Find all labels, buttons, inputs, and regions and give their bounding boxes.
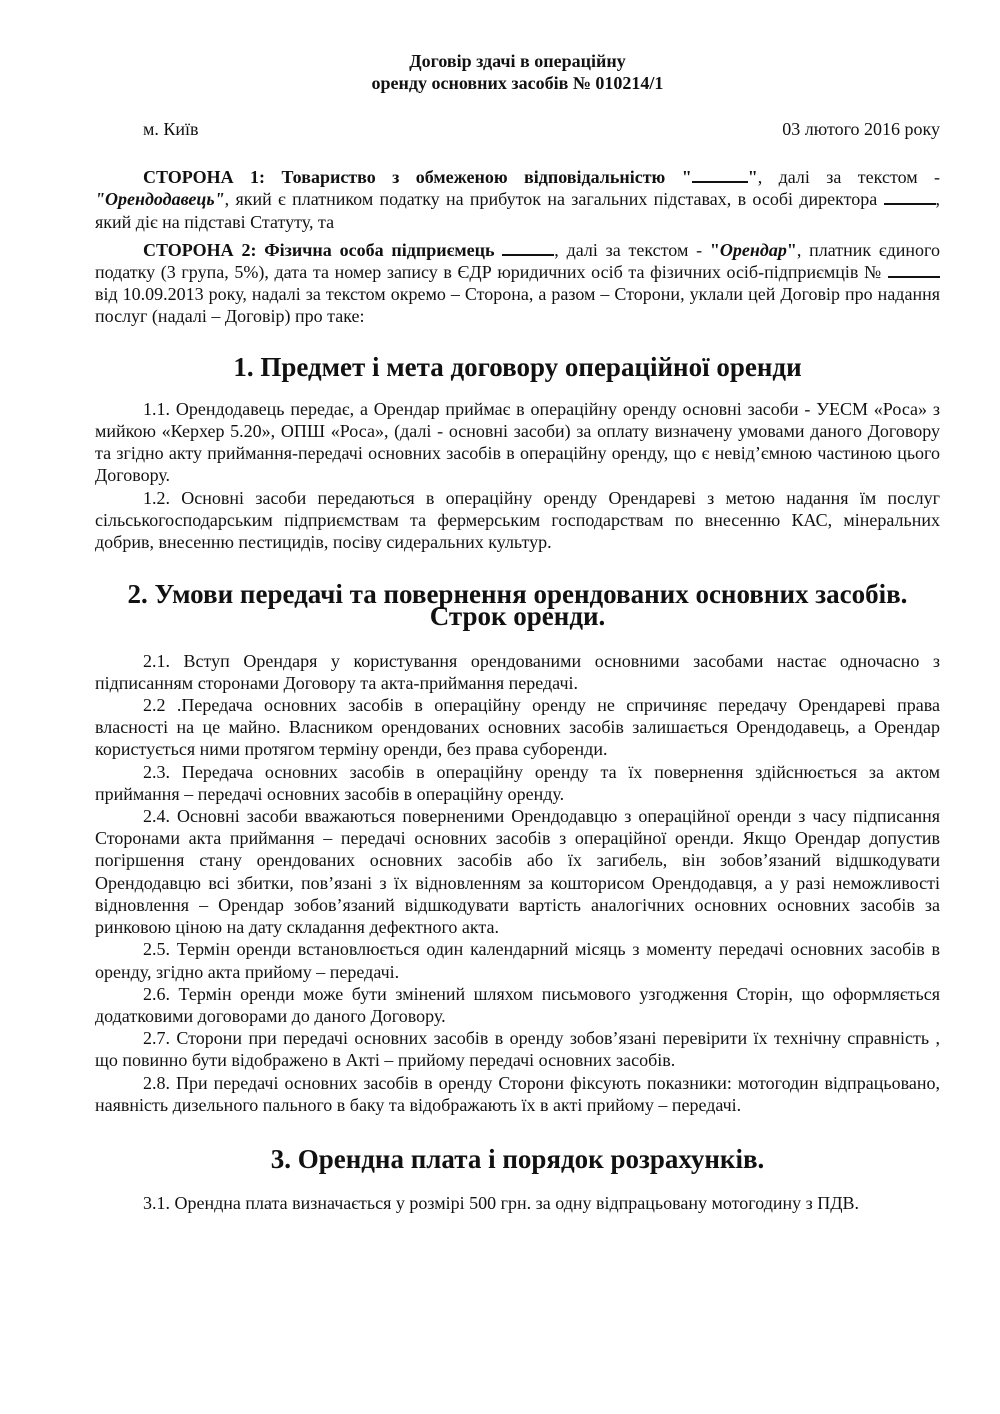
clause-2-4: 2.4. Основні засоби вважаються поверненими Орендодавцю з операційної оренди з часу підписання Сторонами акта приймання – передачі основних засобів з операційної оренди. Якщо Орендар допустив погіршення стану орендованих основних засобів або їх загибель, він зобов’язаний відшкодувати Орендодавцю всі збитки, пов’язані з їх відновленням за кошторисом Орендодавця, а у разі неможливості відновлення – Орендар зобов’язаний відшкодувати вартість аналогічних основних основних засобів за ринковою ціною на дату складання дефектного акта. (95, 806, 940, 938)
registry-number-blank (888, 262, 940, 278)
clause-2-2: 2.2 .Передача основних засобів в операційну оренду не спричиняє передачу Орендареві права власності на це майно. Власником орендованих основних засобів залишається Орендодавець, а Орендар користується ними протягом терміну оренди, без права суборенди. (95, 695, 940, 760)
section-2-heading: 2. Умови передачі та повернення орендованих основних засобів. Строк оренди. (127, 579, 908, 632)
party-2-text-3: від 10.09.2013 року, надалі за текстом окремо – Сторона, а разом – Сторони, уклали цей Договір про надання послуг (надалі – Договір) про таке: (95, 284, 940, 327)
party-2-role: Орендар (719, 239, 787, 260)
section-1-heading: 1. Предмет і мета договору операційної оренди (233, 351, 802, 382)
party-1-name-blank (692, 167, 748, 183)
clause-2-8: 2.8. При передачі основних засобів в оренду Сторони фіксують показники: мотогодин відпрацьовано, наявність дизельного пального в баку та відображають їх в акті прийому – передачі. (95, 1072, 940, 1115)
party-1-role: "Орендодавець" (95, 189, 225, 210)
document-title-line-2: оренду основних засобів № 010214/1 (371, 73, 664, 93)
clause-2-1: 2.1. Вступ Орендаря у користування орендованими основними засобами настає одночасно з підписанням сторонами Договору та акта-приймання передачі. (95, 650, 940, 693)
clause-2-7: 2.7. Сторони при передачі основних засобів в оренду зобов’язані перевірити їх технічну справність , що повинно бути відображено в Акті – прийому передачі основних засобів. (95, 1028, 940, 1071)
clause-2-3: 2.3. Передача основних засобів в операційну оренду та їх повернення здійснюється за актом приймання – передачі основних засобів в операційну оренду. (95, 761, 940, 804)
place-date-row (95, 118, 940, 140)
section-3-heading: 3. Орендна плата і порядок розрахунків. (270, 1143, 765, 1174)
party-1-paragraph (95, 166, 940, 233)
place: м. Київ (143, 119, 199, 139)
party-1-text-2: , який є платником податку на прибуток на загальних підставах, в особі директора (224, 189, 884, 210)
party-2-quote-close: " (786, 239, 797, 260)
party-2-quote-open: " (709, 239, 720, 260)
clause-3-1: 3.1. Орендна плата визначається у розмірі 500 грн. за одну відпрацьовану мотогодину з ПДВ. (143, 1193, 860, 1214)
director-name-blank (884, 189, 936, 205)
party-1-label: СТОРОНА 1: (143, 167, 266, 188)
party-2-text-1: , далі за текстом - (554, 239, 710, 260)
clause-2-5: 2.5. Термін оренди встановлюється один календарний місяць з моменту передачі основних засобів в оренду, згідно акта прийому – передачі. (95, 939, 940, 982)
party-2-label: СТОРОНА 2: (143, 239, 257, 260)
party-2-paragraph (95, 239, 940, 328)
party-2-text-2: , платник єдиного податку (3 група, 5%), дата та номер запису в ЄДР юридичних осіб та фізичних осіб-підприємців № (95, 239, 940, 283)
contract-page (95, 50, 940, 1214)
clause-1-2: 1.2. Основні засоби передаються в операційну оренду Орендареві з метою надання їм послуг сільськогосподарським підприємствам та фермерським господарствам по внесенню КАС, мінеральних добрив, внесенню пестицидів, посіву сидеральних культур. (95, 487, 940, 553)
party-1-text-3: , який діє на підставі Статуту, та (95, 189, 940, 232)
party-1-entity: Товариство з обмеженою відповідальністю " (281, 167, 692, 188)
party-2-name-blank (502, 240, 554, 256)
party-2-entity: Фізична особа підприємець (264, 239, 503, 260)
clause-1-1: 1.1. Орендодавець передає, а Орендар приймає в операційну оренду основні засоби - УЕСМ «Роса» з мийкою «Керхер 5.20», ОПШ «Роса», (далі - основні засоби) за оплату визначену умовами даного Договору та згідно акту приймання-передачі основних засобів в операційну оренду, що є невід’ємною частиною цього Договору. (95, 398, 940, 486)
date: 03 лютого 2016 року (782, 119, 940, 139)
party-1-text-1: , далі за текстом - (757, 167, 941, 188)
document-title-line-1: Договір здачі в операційну (409, 51, 626, 71)
clause-2-6: 2.6. Термін оренди може бути змінений шляхом письмового узгодження Сторін, що оформляється додатковими договорами до даного Договору. (95, 983, 940, 1026)
party-1-entity-close: " (747, 167, 758, 188)
